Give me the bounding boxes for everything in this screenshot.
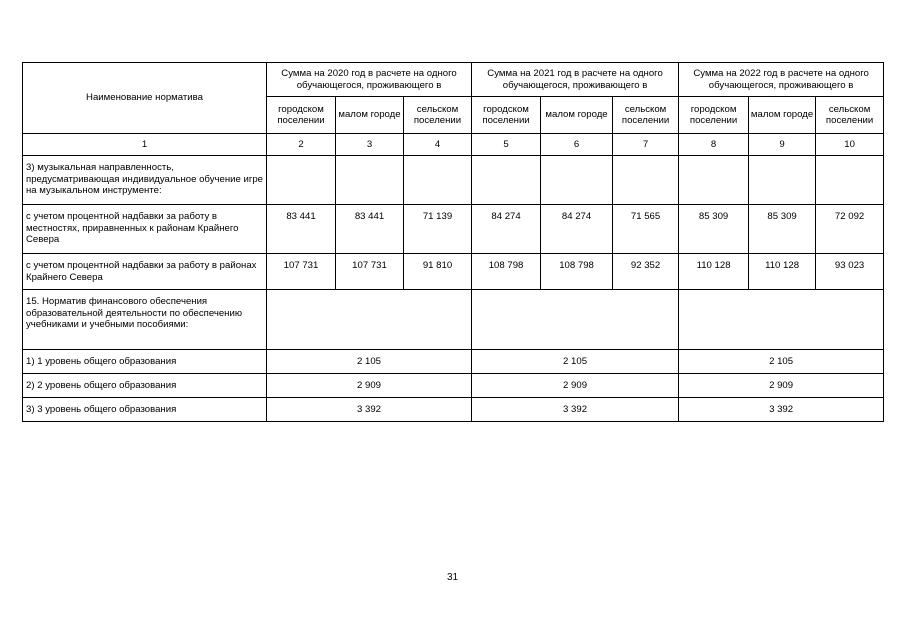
column-number: 9 — [749, 134, 816, 156]
value-cell: 3 392 — [267, 398, 472, 422]
table-row — [23, 156, 884, 205]
subheader-rural: сельском поселении — [816, 97, 884, 134]
header-year-2020: Сумма на 2020 год в расчете на одного обучающегося, проживающего в — [267, 63, 472, 97]
value-cell: 83 441 — [336, 205, 404, 254]
value-cell — [613, 156, 679, 205]
value-cell: 2 909 — [679, 374, 884, 398]
value-cell: 2 909 — [267, 374, 472, 398]
subheader-rural: сельском поселении — [613, 97, 679, 134]
subheader-urban: городском поселении — [267, 97, 336, 134]
value-cell: 107 731 — [336, 254, 404, 290]
table-row — [23, 398, 884, 422]
value-cell: 72 092 — [816, 205, 884, 254]
value-cell: 110 128 — [749, 254, 816, 290]
column-number: 1 — [23, 134, 267, 156]
row-label: 3) 3 уровень общего образования — [23, 398, 267, 422]
value-cell — [541, 156, 613, 205]
value-cell: 84 274 — [541, 205, 613, 254]
row-label: 1) 1 уровень общего образования — [23, 350, 267, 374]
column-number: 4 — [404, 134, 472, 156]
table-row — [23, 350, 884, 374]
subheader-urban: городском поселении — [472, 97, 541, 134]
normatives-table — [22, 62, 884, 422]
empty-cell — [679, 290, 884, 350]
row-label: с учетом процентной надбавки за работу в районах Крайнего Севера — [23, 254, 267, 290]
value-cell: 85 309 — [749, 205, 816, 254]
value-cell: 2 105 — [472, 350, 679, 374]
value-cell: 2 105 — [267, 350, 472, 374]
column-number: 2 — [267, 134, 336, 156]
subheader-small-town: малом городе — [749, 97, 816, 134]
subheader-small-town: малом городе — [541, 97, 613, 134]
section-header-row — [23, 290, 884, 350]
row-label: с учетом процентной надбавки за работу в местностях, приравненных к районам Крайнего Севера — [23, 205, 267, 254]
value-cell: 2 105 — [679, 350, 884, 374]
value-cell — [336, 156, 404, 205]
value-cell: 3 392 — [679, 398, 884, 422]
value-cell: 84 274 — [472, 205, 541, 254]
table-row — [23, 374, 884, 398]
table-row — [23, 205, 884, 254]
value-cell: 93 023 — [816, 254, 884, 290]
value-cell — [749, 156, 816, 205]
value-cell — [679, 156, 749, 205]
value-cell: 108 798 — [472, 254, 541, 290]
column-number: 10 — [816, 134, 884, 156]
subheader-rural: сельском поселении — [404, 97, 472, 134]
value-cell — [816, 156, 884, 205]
value-cell: 3 392 — [472, 398, 679, 422]
value-cell: 91 810 — [404, 254, 472, 290]
column-numbers-row — [23, 134, 884, 156]
subheader-urban: городском поселении — [679, 97, 749, 134]
page-number: 31 — [446, 572, 459, 583]
header-name-column: Наименование норматива — [23, 63, 267, 134]
row-label: 3) музыкальная направленность, предусматривающая индивидуальное обучение игре на музыкальном инструменте: — [23, 156, 267, 205]
value-cell: 108 798 — [541, 254, 613, 290]
value-cell: 110 128 — [679, 254, 749, 290]
value-cell: 83 441 — [267, 205, 336, 254]
row-label: 2) 2 уровень общего образования — [23, 374, 267, 398]
empty-cell — [472, 290, 679, 350]
column-number: 6 — [541, 134, 613, 156]
table-row — [23, 254, 884, 290]
value-cell: 2 909 — [472, 374, 679, 398]
column-number: 5 — [472, 134, 541, 156]
value-cell: 71 565 — [613, 205, 679, 254]
column-number: 7 — [613, 134, 679, 156]
empty-cell — [267, 290, 472, 350]
value-cell: 92 352 — [613, 254, 679, 290]
value-cell — [472, 156, 541, 205]
header-year-2021: Сумма на 2021 год в расчете на одного обучающегося, проживающего в — [472, 63, 679, 97]
header-year-2022: Сумма на 2022 год в расчете на одного обучающегося, проживающего в — [679, 63, 884, 97]
value-cell — [404, 156, 472, 205]
column-number: 3 — [336, 134, 404, 156]
column-number: 8 — [679, 134, 749, 156]
section-label: 15. Норматив финансового обеспечения образовательной деятельности по обеспечению учебниками и учебными пособиями: — [23, 290, 267, 350]
subheader-small-town: малом городе — [336, 97, 404, 134]
value-cell — [267, 156, 336, 205]
value-cell: 71 139 — [404, 205, 472, 254]
value-cell: 85 309 — [679, 205, 749, 254]
value-cell: 107 731 — [267, 254, 336, 290]
